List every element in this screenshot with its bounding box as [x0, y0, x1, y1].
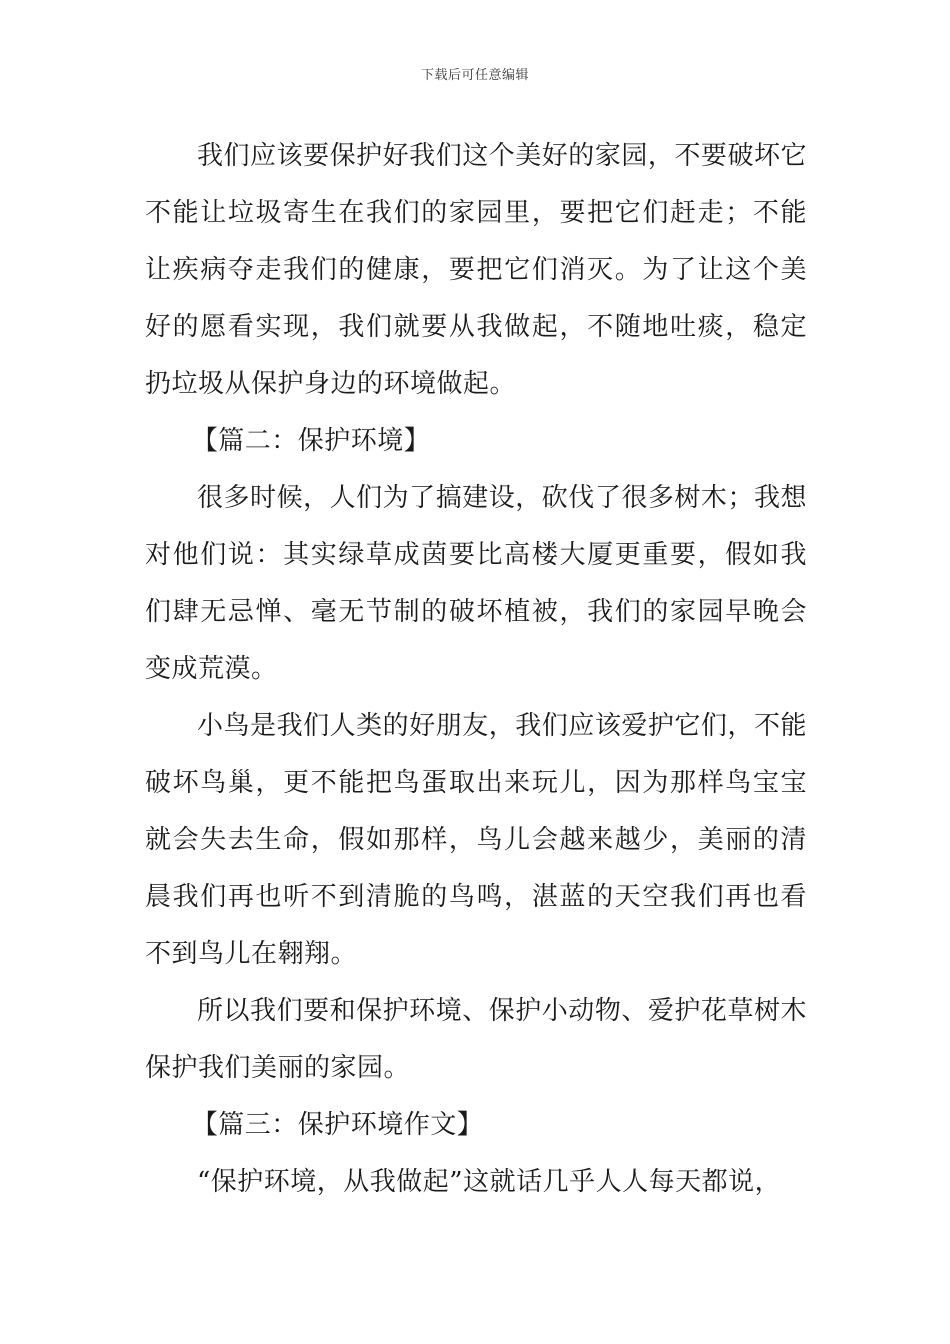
section-heading-2: 【篇二：保护环境】 — [191, 426, 431, 456]
paragraph-3: 小鸟是我们人类的好朋友，我们应该爱护它们，不能破坏鸟巢，更不能把鸟蛋取出来玩儿，因为那样鸟宝宝就会失去生命，假如那样，鸟儿会越来越少，美丽的清晨我们再也听不到清脆的鸟鸣，湛蓝的天空我们再也看不到鸟儿在翱翔。 — [145, 711, 807, 969]
page-header: 下载后可任意编辑 — [420, 68, 529, 83]
paragraph-4: 所以我们要和保护环境、保护小动物、爱护花草树木保护我们美丽的家园。 — [145, 996, 807, 1083]
paragraph-5: “保护环境，从我做起”这就话几乎人人每天都说， — [197, 1167, 782, 1197]
section-heading-3: 【篇三：保护环境作文】 — [191, 1110, 484, 1140]
paragraph-1: 我们应该要保护好我们这个美好的家园，不要破坏它不能让垃圾寄生在我们的家园里，要把它们赶走；不能让疾病夺走我们的健康，要把它们消灭。为了让这个美好的愿看实现，我们就要从我做起，不随地吐痰，稳定扔垃圾从保护身边的环境做起。 — [145, 141, 807, 399]
paragraph-2: 很多时候，人们为了搞建设，砍伐了很多树木；我想对他们说：其实绿草成茵要比高楼大厦更重要，假如我们肆无忌惮、毫无节制的破坏植被，我们的家园早晚会变成荒漠。 — [145, 483, 807, 684]
document-body — [145, 128, 807, 1211]
